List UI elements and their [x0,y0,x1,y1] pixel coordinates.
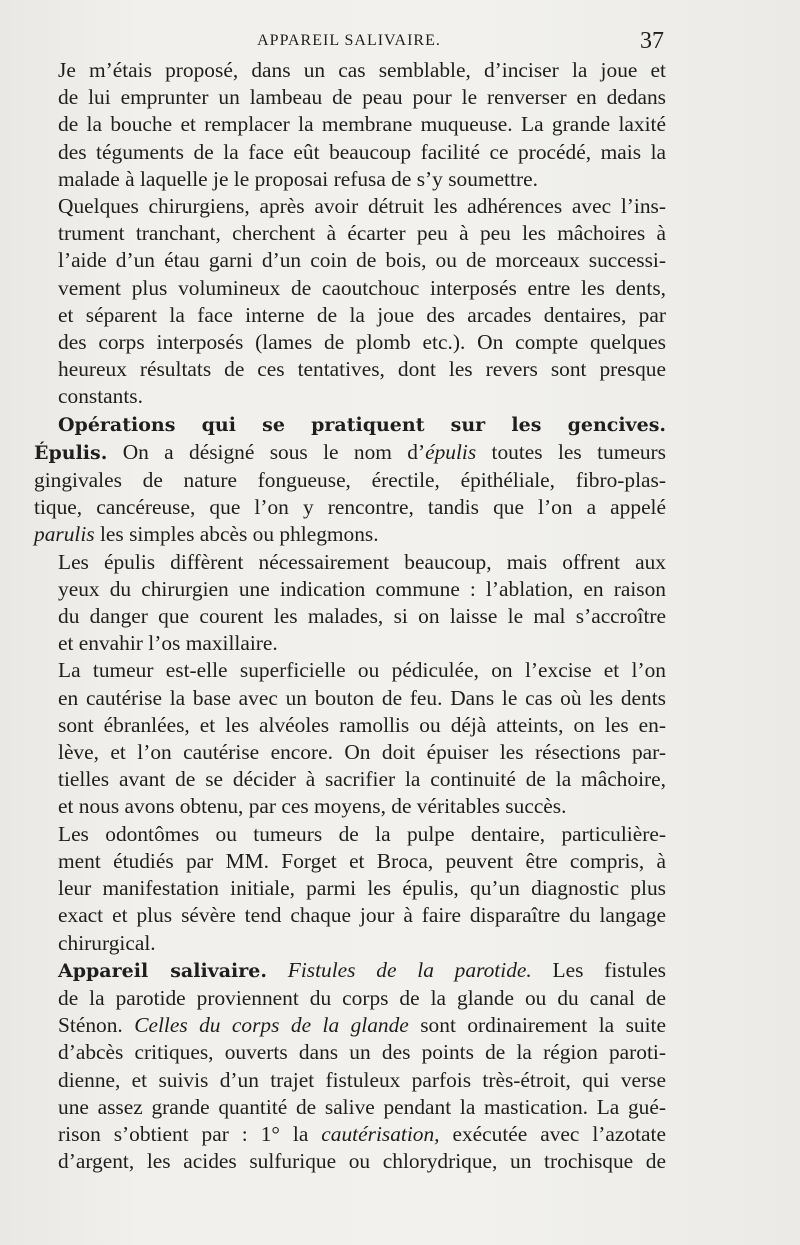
text-line: l’aide d’un étau garni d’un coin de bois, ou de morceaux successi- [58,248,666,273]
text-line [34,439,666,467]
text-line: Les odontômes ou tumeurs de la pulpe dentaire, particulière- [58,821,666,846]
section-heading: Appareil salivaire. [58,959,267,982]
text-line: malade à laquelle je le proposai refusa de s’y soumettre. [58,166,538,191]
page-body [34,57,666,1175]
text-line: et séparent la face interne de la joue des arcades dentaires, par [58,302,666,327]
italic-term: Celles du corps de la glande [134,1013,409,1038]
text-line: du danger que courent les malades, si on laisse le mal s’accroître [58,604,666,629]
text-line: et envahir l’os maxillaire. [58,631,278,656]
section-heading-line [34,411,666,439]
text-run: Les fistules [531,957,666,982]
text-line: Quelques chirurgiens, après avoir détruit les adhérences avec l’ins- [58,194,666,219]
text-line: tielles avant de se décider à sacrifier la continuité de la mâchoire, [58,767,666,792]
text-run: sont ordinairement la suite [408,1013,666,1038]
section-heading: Opérations qui se pratiquent sur les gencives. [58,413,666,436]
text-line: de la bouche et remplacer la membrane muqueuse. La grande laxité [58,112,666,137]
text-line: des téguments de la face eût beaucoup facilité ce procédé, mais la [58,139,666,164]
text-line: La tumeur est-elle superficielle ou pédiculée, on l’excise et l’on [58,658,666,683]
subsection-heading: Épulis. [34,441,108,464]
text-line: dienne, et suivis d’un trajet fistuleux parfois très-étroit, qui verse [58,1067,666,1092]
text-line: sont ébranlées, et les alvéoles ramollis ou déjà atteints, on les en- [58,712,666,737]
text-run: Sténon. [58,1013,135,1038]
italic-term: cautérisation, [321,1121,440,1146]
text-run: toutes les tumeurs [476,439,666,464]
text-line: chirurgical. [58,930,156,955]
italic-term: parulis [34,522,95,547]
text-line: en cautérise la base avec un bouton de feu. Dans le cas où les dents [58,685,666,710]
text-line: Je m’étais proposé, dans un cas semblable, d’inciser la joue et [58,58,666,82]
text-line: gingivales de nature fongueuse, érectile, épithéliale, fibro-plas- [34,468,666,493]
paragraph [34,57,666,193]
text-line: de la parotide proviennent du corps de la glande ou du canal de [58,985,666,1010]
running-header [34,28,664,60]
text-run: On a désigné sous le nom d’ [122,439,426,464]
text-line: tique, cancéreuse, que l’on y rencontre, tandis que l’on a appelé [34,495,666,520]
text-line: une assez grande quantité de salive pendant la mastication. La gué- [58,1094,666,1119]
text-line [34,521,666,548]
text-line [34,1121,666,1148]
paragraph [34,821,666,957]
text-line: lève, et l’on cautérise encore. On doit épuiser les résections par- [58,740,666,765]
text-line [34,957,666,985]
text-line: constants. [58,384,143,409]
text-line: vement plus volumineux de caoutchouc interposés entre les dents, [58,275,666,300]
text-line: d’abcès critiques, ouverts dans un des points de la région paroti- [58,1040,666,1065]
paragraph [34,657,666,820]
text-line: de lui emprunter un lambeau de peau pour le renverser en dedans [58,85,666,110]
text-run: exécutée avec l’azotate [439,1121,666,1146]
text-run: rison s’obtient par : 1° la [58,1121,322,1146]
paragraph [34,957,666,1176]
text-line: yeux du chirurgien une indication commune : l’ablation, en raison [58,576,666,601]
text-line: leur manifestation initiale, parmi les épulis, qu’un diagnostic plus [58,876,666,901]
page-number: 37 [640,28,664,54]
text-line: trument tranchant, cherchent à écarter peu à peu les mâchoires à [58,221,666,246]
text-line: Les épulis diffèrent nécessairement beaucoup, mais offrent aux [58,549,666,574]
text-line: et nous avons obtenu, par ces moyens, de véritables succès. [58,794,567,819]
text-line [34,1012,666,1039]
text-line: exact et plus sévère tend chaque jour à faire disparaître du langage [58,903,666,928]
text-line: heureux résultats de ces tentatives, dont les revers sont presque [58,357,666,382]
text-run: les simples abcès ou phlegmons. [94,522,379,547]
running-title: APPAREIL SALIVAIRE. [257,32,441,49]
text-line: ment étudiés par MM. Forget et Broca, peuvent être compris, à [58,848,666,873]
paragraph [34,193,666,411]
text-line: des corps interposés (lames de plomb etc.). On compte quelques [58,330,666,355]
paragraph [34,439,666,549]
subsection-heading: Fistules de la parotide. [287,957,532,982]
section-gencives-heading-para [34,411,666,439]
italic-term: épulis [425,439,477,464]
paragraph [34,549,666,658]
text-line: d’argent, les acides sulfurique ou chlorydrique, un trochisque de [58,1149,666,1174]
